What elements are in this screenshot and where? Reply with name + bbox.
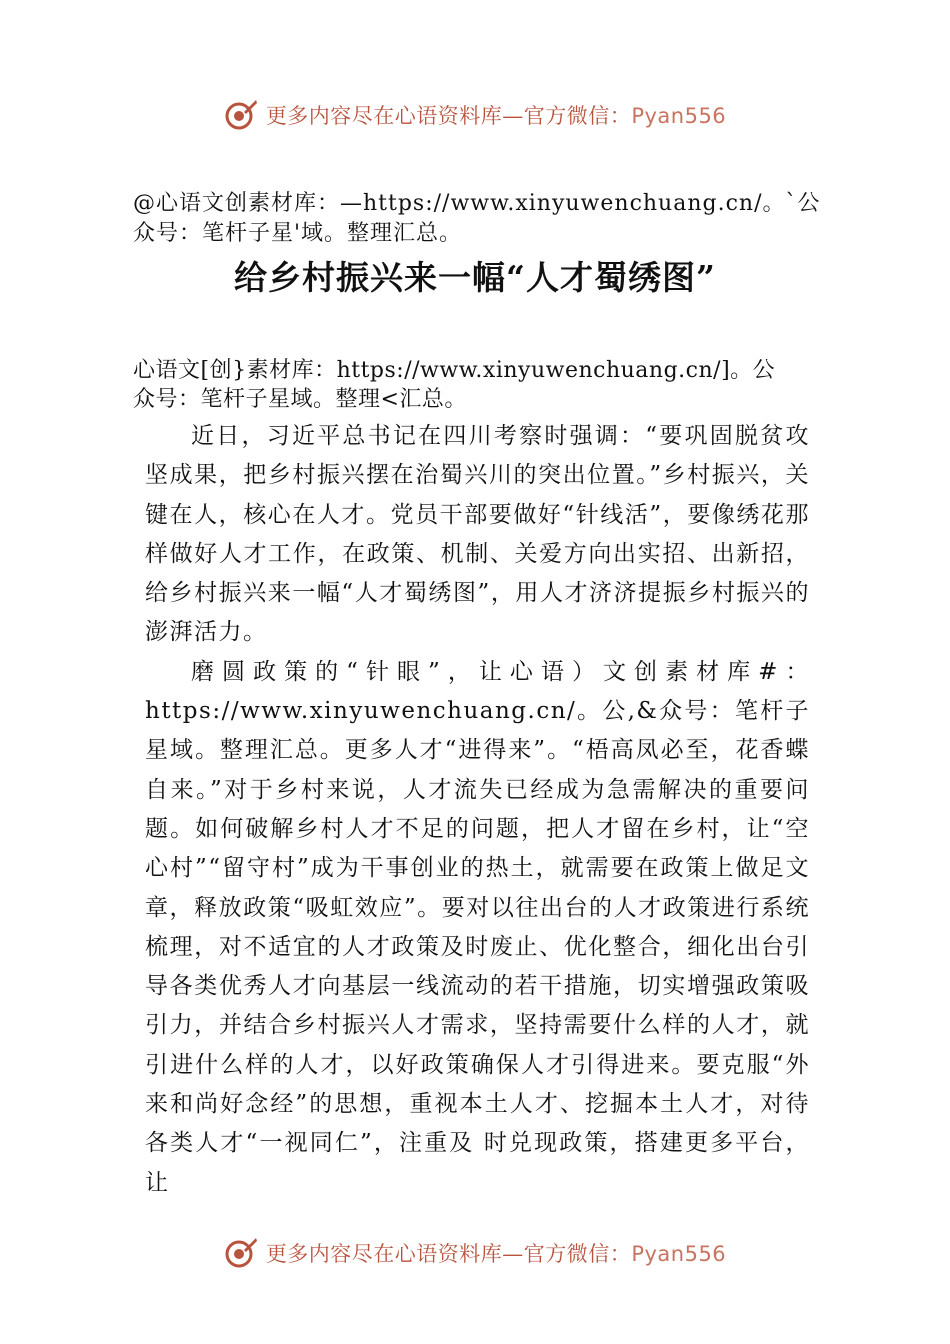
article-title: 给乡村振兴来一幅“人才蜀绣图” xyxy=(234,258,716,297)
watermark-text: 更多内容尽在心语资料库—官方微信：Pyan556 xyxy=(265,104,727,128)
article-body xyxy=(145,417,810,1203)
paragraph: 近日，习近平总书记在四川考察时强调：“要巩固脱贫攻坚成果，把乡村振兴摆在治蜀兴川的突出位置。”乡村振兴，关键在人，核心在人才。党员干部要做好“针线活”，要像绣花那样做好人才工作，在政策、机制、关爱方向出实招、出新招，给乡村振兴来一幅“人才蜀绣图”，用人才济济提振乡村振兴的澎湃活力。 xyxy=(145,423,810,646)
watermark-banner-top xyxy=(0,95,950,135)
notice-line-1: 心语文[创}素材库：https://www.xinyuwenchuang.cn/]。公 xyxy=(133,358,776,383)
pen-logo-icon xyxy=(224,98,258,132)
pen-logo-icon xyxy=(224,1236,258,1270)
paragraph: 磨圆政策的“针眼”，让心语）文创素材库#：https://www.xinyuwenchuang.cn/。公,&众号：笔杆子星域。整理汇总。更多人才“进得来”。“梧高凤必至，花香蝶自来。”对于乡村来说，人才流失已经成为急需解决的重要问题。如何破解乡村人才不足的问题，把人才留在乡村，让“空心村”“留守村”成为干事创业的热土，就需要在政策上做足文章，释放政策“吸虹效应”。要对以往出台的人才政策进行系统梳理，对不适宜的人才政策及时废止、优化整合，细化出台引导各类优秀人才向基层一线流动的若干措施，切实增强政策吸引力，并结合乡村振兴人才需求，坚持需要什么样的人才，就引进什么样的人才，以好政策确保人才引得进来。要克服“外来和尚好念经”的思想，重视本土人才、挖掘本土人才，对待各类人才“一视同仁”，注重及 时兑现政策，搭建更多平台，让 xyxy=(145,658,810,1196)
notice-line-2: 众号：笔杆子星域。整理<汇总。 xyxy=(133,387,467,412)
watermark-banner-bottom xyxy=(0,1233,950,1273)
source-line-2: 众号：笔杆子星'域。整理汇总。 xyxy=(133,221,463,246)
source-line-1: @心语文创素材库：—https://www.xinyuwenchuang.cn/。`公 xyxy=(133,191,821,216)
watermark-text: 更多内容尽在心语资料库—官方微信：Pyan556 xyxy=(265,1242,727,1266)
